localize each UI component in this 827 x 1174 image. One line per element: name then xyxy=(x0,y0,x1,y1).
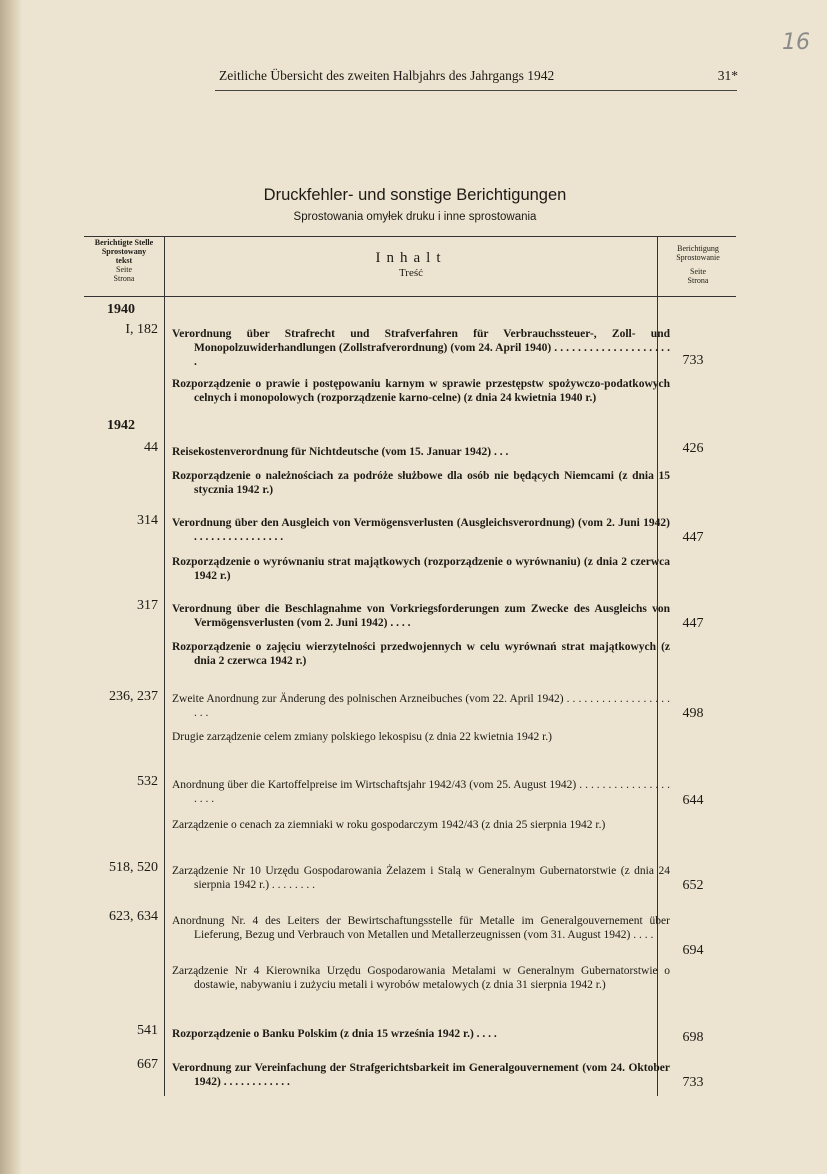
row-text-de: Verordnung über Strafrecht und Strafverfahren für Verbrauchssteuer-, Zoll- und Monopolzuwiderhandlungen (Zollstrafverordnung) (vom 24. April 1940) . . . . . . . . . . . . . . . . . . . . . xyxy=(172,328,670,368)
row-text-pl: Rozporządzenie o zajęciu wierzytelności przedwojennych w celu wyrównań strat majątkowych (z dnia 2 czerwca 1942 r.) xyxy=(172,641,670,667)
col-right-line: Berichtigung xyxy=(677,244,719,253)
page-title: Druckfehler- und sonstige Berichtigungen xyxy=(263,186,567,204)
row-ref: 532 xyxy=(137,774,158,789)
row-text-de: Reisekostenverordnung für Nichtdeutsche (vom 15. Januar 1942) . . . xyxy=(172,446,509,458)
col-mid-pl: Treść xyxy=(398,267,424,279)
col-left-line: tekst xyxy=(115,256,133,265)
row-text-de: Verordnung über die Beschlagnahme von Vorkriegsforderungen zum Zwecke des Ausgleichs von Vermögensverlusten (vom 2. Juni 1942) . . . . xyxy=(172,603,670,629)
row-ref: 667 xyxy=(137,1057,158,1072)
col-left-line: Berichtigte Stelle xyxy=(94,238,154,247)
row-page: 733 xyxy=(682,1075,704,1090)
running-title: Zeitliche Übersicht des zweiten Halbjahrs des Jahrgangs 1942 xyxy=(219,68,555,83)
col-left-line: Strona xyxy=(113,274,135,283)
page-number: 31* xyxy=(717,68,738,83)
column-header-content xyxy=(166,250,656,279)
year-heading: 1942 xyxy=(107,418,135,433)
row-page: 447 xyxy=(682,616,704,631)
row-text-de: Verordnung zur Vereinfachung der Strafgerichtsbarkeit im Generalgouvernement (vom 24. Oktober 1942) . . . . . . . . . . . . xyxy=(172,1062,670,1088)
handwritten-page-note: 16 xyxy=(782,30,810,55)
row-ref: 314 xyxy=(137,513,158,528)
row-page: 498 xyxy=(682,706,704,721)
row-ref: 518, 520 xyxy=(109,860,158,875)
row-text-de: Rozporządzenie o Banku Polskim (z dnia 15 września 1942 r.) . . . . xyxy=(172,1028,497,1040)
row-text-pl: Drugie zarządzenie celem zmiany polskiego lekospisu (z dnia 22 kwietnia 1942 r.) xyxy=(172,731,553,743)
col-right-line: Seite xyxy=(690,267,706,276)
row-page: 652 xyxy=(682,878,704,893)
row-ref: 623, 634 xyxy=(109,909,158,924)
row-text-pl: Rozporządzenie o prawie i postępowaniu karnym w sprawie przestępstw spożywczo-podatkowych celnych i monopolowych (rozporządzenie karno-celne) (z dnia 24 kwietnia 1940 r.) xyxy=(172,378,670,404)
row-page: 698 xyxy=(682,1030,704,1045)
row-ref: 317 xyxy=(137,598,158,613)
row-text-pl: Rozporządzenie o należnościach za podróże służbowe dla osób nie będących Niemcami (z dnia 15 stycznia 1942 r.) xyxy=(172,470,670,496)
row-page: 447 xyxy=(682,530,704,545)
row-text-de: Verordnung über den Ausgleich von Vermögensverlusten (Ausgleichsverordnung) (vom 2. Juni 1942) . . . . . . . . . . . . . . . . xyxy=(172,517,670,543)
row-page: 733 xyxy=(682,353,704,368)
row-page: 644 xyxy=(682,793,704,808)
row-text-de: Anordnung über die Kartoffelpreise im Wirtschaftsjahr 1942/43 (vom 25. August 1942) . . . . . . . . . . . . . . . . . . . . xyxy=(172,779,670,805)
row-text-de: Anordnung Nr. 4 des Leiters der Bewirtschaftungsstelle für Metalle im Generalgouvernement über Lieferung, Bezug und Verbrauch von Metallen und Metallerzeugnissen (vom 31. August 1942) . . . . xyxy=(172,915,670,941)
col-left-line: Sprostowany xyxy=(101,247,147,256)
row-text-pl: Zarządzenie o cenach za ziemniaki w roku gospodarczym 1942/43 (z dnia 25 sierpnia 1942 r.) xyxy=(172,819,606,831)
col-right-line: Strona xyxy=(687,276,709,285)
row-ref: 541 xyxy=(137,1023,158,1038)
col-left-line: Seite xyxy=(116,265,132,274)
row-text-de: Zarządzenie Nr 10 Urzędu Gospodarowania Żelazem i Stalą w Generalnym Gubernatorstwie (z dnia 24 sierpnia 1942 r.) . . . . . . . . xyxy=(172,865,670,891)
row-text-pl: Rozporządzenie o wyrównaniu strat majątkowych (rozporządzenie o wyrównaniu) (z dnia 2 czerwca 1942 r.) xyxy=(172,556,670,582)
column-header-corrected-place xyxy=(84,238,164,283)
page-binding-edge xyxy=(0,0,22,1174)
col-mid-de: Inhalt xyxy=(375,250,447,266)
page-subtitle: Sprostowania omyłek druku i inne sprostowania xyxy=(293,211,537,223)
column-header-correction-page xyxy=(660,244,736,285)
row-text-de: Zweite Anordnung zur Änderung des polnischen Arzneibuches (vom 22. April 1942) . . . . . . . . . . . . . . . . . . . . . xyxy=(172,693,670,719)
row-ref: 44 xyxy=(144,440,158,455)
table-top-rule xyxy=(84,236,736,237)
running-header xyxy=(215,66,740,86)
row-page: 426 xyxy=(682,441,704,456)
row-ref: 236, 237 xyxy=(109,689,158,704)
row-text-pl: Zarządzenie Nr 4 Kierownika Urzędu Gospodarowania Metalami w Generalnym Gubernatorstwie o dostawie, nabywaniu i zużyciu metali i wyrobów metalowych (z dnia 31 sierpnia 1942 r.) xyxy=(172,965,670,991)
header-rule xyxy=(215,90,737,91)
row-ref: I, 182 xyxy=(125,322,158,337)
year-heading: 1940 xyxy=(107,302,135,317)
table-header-rule xyxy=(84,296,736,297)
table-left-divider xyxy=(164,236,165,1096)
col-right-line: Sprostowanie xyxy=(676,253,720,262)
row-page: 694 xyxy=(682,943,704,958)
